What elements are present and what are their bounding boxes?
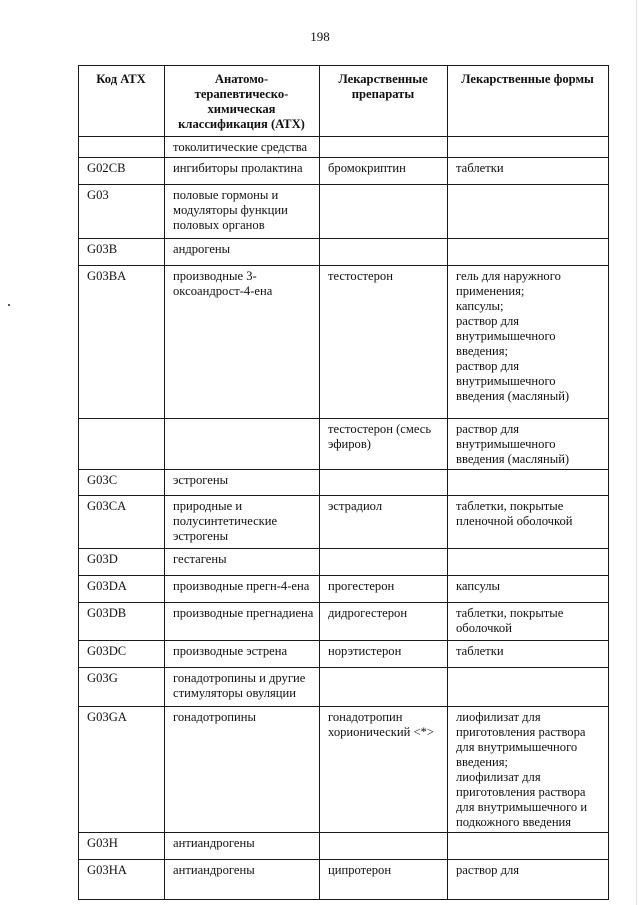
cell-classification: производные прегн-4-ена — [165, 576, 320, 603]
cell-drug: норэтистерон — [320, 641, 448, 668]
cell-classification: производные эстрена — [165, 641, 320, 668]
cell-classification: токолитические средства — [165, 137, 320, 158]
cell-classification: производные прегнадиена — [165, 603, 320, 641]
cell-classification: антиандрогены — [165, 860, 320, 900]
table-row — [79, 668, 609, 707]
atc-table — [78, 65, 609, 900]
cell-atc-code: G03G — [79, 668, 165, 707]
table-row — [79, 707, 609, 833]
table-row — [79, 419, 609, 470]
cell-atc-code: G03H — [79, 833, 165, 860]
table-row — [79, 833, 609, 860]
cell-classification: гестагены — [165, 549, 320, 576]
cell-classification — [165, 419, 320, 470]
table-row — [79, 496, 609, 549]
table-row — [79, 470, 609, 496]
cell-drug — [320, 549, 448, 576]
table-row — [79, 266, 609, 419]
cell-atc-code: G03GA — [79, 707, 165, 833]
cell-atc-code — [79, 137, 165, 158]
cell-classification: андрогены — [165, 239, 320, 266]
cell-drug: ципротерон — [320, 860, 448, 900]
cell-drug: гонадотропин хорионический <*> — [320, 707, 448, 833]
header-atc-classification: Анатомо- терапевтическо- химическая классификация (АТХ) — [165, 66, 320, 137]
cell-classification: гонадотропины и другие стимуляторы овуляции — [165, 668, 320, 707]
cell-drug: тестостерон (смесь эфиров) — [320, 419, 448, 470]
margin-mark — [8, 304, 10, 306]
table-row — [79, 137, 609, 158]
cell-classification: половые гормоны и модуляторы функции половых органов — [165, 185, 320, 239]
cell-drug — [320, 833, 448, 860]
cell-dosage-forms: таблетки, покрытые пленочной оболочкой — [448, 496, 609, 549]
cell-dosage-forms: капсулы — [448, 576, 609, 603]
cell-dosage-forms — [448, 549, 609, 576]
cell-atc-code: G03CA — [79, 496, 165, 549]
cell-atc-code: G03D — [79, 549, 165, 576]
cell-dosage-forms: таблетки — [448, 641, 609, 668]
header-dosage-forms: Лекарственные формы — [448, 66, 609, 137]
cell-atc-code — [79, 419, 165, 470]
page-number: 198 — [310, 29, 330, 44]
table-row — [79, 860, 609, 900]
cell-drug — [320, 239, 448, 266]
cell-dosage-forms: раствор для внутримышечного введения (масляный) — [448, 419, 609, 470]
cell-drug: бромокриптин — [320, 158, 448, 185]
cell-drug — [320, 137, 448, 158]
cell-classification: производные 3- оксоандрост-4-ена — [165, 266, 320, 419]
cell-dosage-forms — [448, 833, 609, 860]
cell-dosage-forms: таблетки — [448, 158, 609, 185]
cell-drug — [320, 185, 448, 239]
table-header-row — [79, 66, 609, 137]
cell-atc-code: G03DB — [79, 603, 165, 641]
header-drugs: Лекарственные препараты — [320, 66, 448, 137]
cell-dosage-forms — [448, 137, 609, 158]
table-row — [79, 641, 609, 668]
cell-atc-code: G03B — [79, 239, 165, 266]
cell-dosage-forms — [448, 668, 609, 707]
cell-atc-code: G02CB — [79, 158, 165, 185]
cell-atc-code: G03BA — [79, 266, 165, 419]
cell-drug: прогестерон — [320, 576, 448, 603]
cell-drug: дидрогестерон — [320, 603, 448, 641]
table-row — [79, 239, 609, 266]
cell-dosage-forms — [448, 470, 609, 496]
cell-dosage-forms: гель для наружного применения; капсулы; раствор для внутримышечного введения; раствор для внутримышечного введения (масляный) — [448, 266, 609, 419]
cell-dosage-forms: раствор для — [448, 860, 609, 900]
cell-dosage-forms: таблетки, покрытые оболочкой — [448, 603, 609, 641]
cell-dosage-forms — [448, 239, 609, 266]
table-row — [79, 549, 609, 576]
cell-dosage-forms: лиофилизат для приготовления раствора для внутримышечного введения; лиофилизат для приготовления раствора для внутримышечного и подкожного введения — [448, 707, 609, 833]
cell-dosage-forms — [448, 185, 609, 239]
table-body — [79, 137, 609, 900]
cell-classification: гонадотропины — [165, 707, 320, 833]
cell-atc-code: G03HA — [79, 860, 165, 900]
cell-drug — [320, 668, 448, 707]
cell-atc-code: G03 — [79, 185, 165, 239]
table-row — [79, 603, 609, 641]
header-atc-code: Код АТХ — [79, 66, 165, 137]
cell-classification: антиандрогены — [165, 833, 320, 860]
cell-drug — [320, 470, 448, 496]
cell-atc-code: G03DC — [79, 641, 165, 668]
cell-classification: эстрогены — [165, 470, 320, 496]
cell-classification: ингибиторы пролактина — [165, 158, 320, 185]
cell-atc-code: G03C — [79, 470, 165, 496]
cell-drug: тестостерон — [320, 266, 448, 419]
table-row — [79, 158, 609, 185]
page-edge — [636, 0, 637, 905]
cell-classification: природные и полусинтетические эстрогены — [165, 496, 320, 549]
table-row — [79, 576, 609, 603]
cell-drug: эстрадиол — [320, 496, 448, 549]
table-row — [79, 185, 609, 239]
cell-atc-code: G03DA — [79, 576, 165, 603]
